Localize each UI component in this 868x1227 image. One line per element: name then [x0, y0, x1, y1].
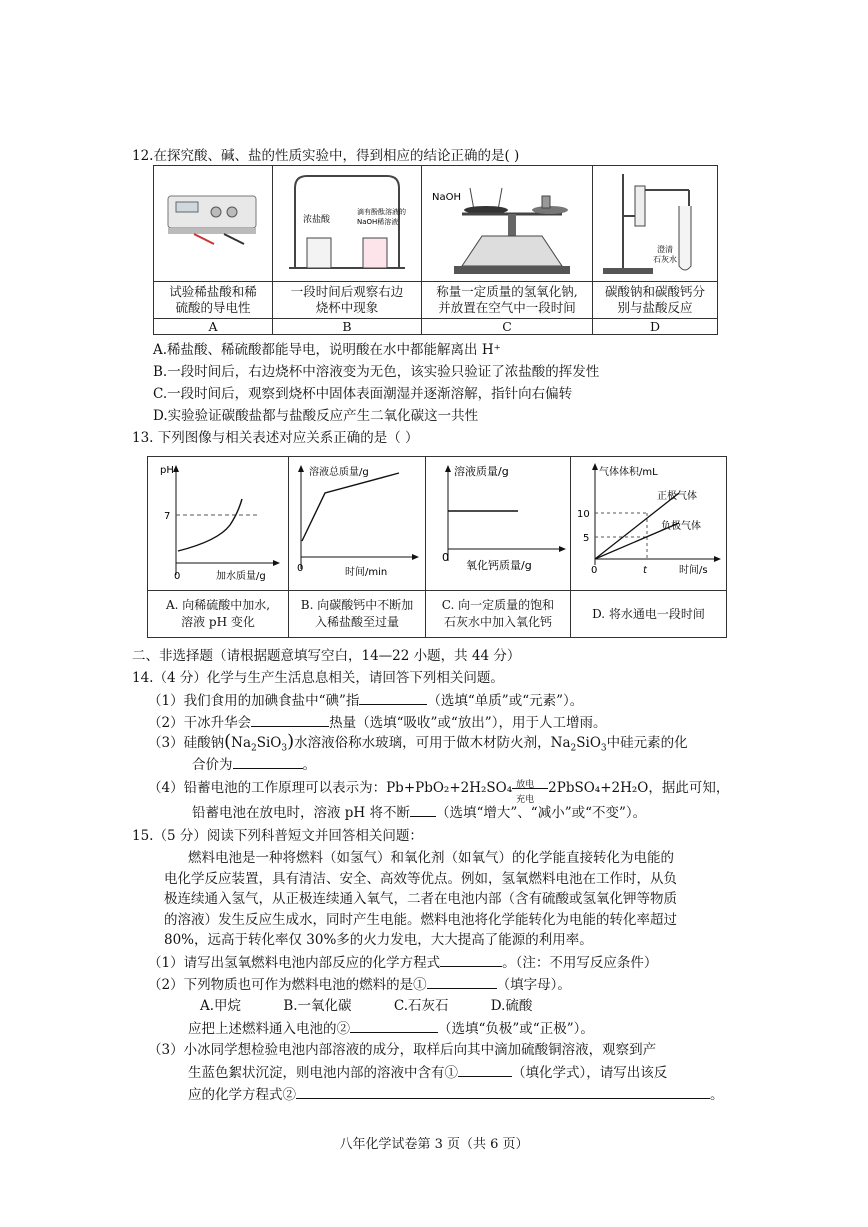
q15-s3-blank-2[interactable]	[296, 1084, 710, 1099]
q12-table	[153, 165, 718, 335]
section-2-heading: 二、非选择题（请根据题意填写空白，14—22 小题，共 44 分）	[132, 648, 521, 664]
q12-image-b	[273, 166, 422, 282]
q15-s2-cont: 应把上述燃料通入电池的② （选填“负极”或“正极”）。	[188, 1018, 594, 1039]
bell-jar-beakers-icon	[273, 166, 421, 278]
choice-a: A.甲烷	[200, 998, 242, 1014]
q14-s3-blank[interactable]	[233, 754, 303, 769]
graph-d-series-1: 正极气体	[657, 491, 697, 502]
q15-paragraph: 燃料电池是一种将燃料（如氢气）和氧化剂（如氧气）的化学能直接转化为电能的 电化学反应装置，具有清洁、安全、高效等优点。例如，氢氧燃料电池在工作时，从负 极连续通入氢气，从正极连续通入氧气，二者在电池内部（含有硫酸或氢氧化钾等物质 的溶液）发生反应生成水，同时产生电能。燃料电池将化学能转化为电能的转化率超过 80%，远高于转化率仅 30%多的火力发电，大大提高了能源的利用率。	[164, 850, 677, 948]
graph-d-tick-t: t	[643, 565, 647, 576]
c-naoh-label: NaOH	[432, 192, 461, 203]
q15-s3-blank-1[interactable]	[458, 1062, 512, 1077]
q14-s4: （4）铅蓄电池的工作原理可以表示为：Pb+PbO₂+2H₂SO₄ 放电 充电 2PbSO₄+2H₂O，据此可知，	[148, 779, 730, 805]
q15-s2: （2）下列物质也可作为燃料电池的燃料的是① （填字母）。	[148, 974, 571, 995]
q13-table	[147, 456, 727, 638]
q14-s1: （1）我们食用的加碘食盐中“碘”指 （选填“单质”或“元素”）。	[148, 690, 583, 711]
q14-s3: （3）硅酸钠$(Na_2SiO_3)$水溶液俗称水玻璃，可用于做木材防火剂，$Na_2SiO_3$中硅元素的化	[148, 731, 688, 754]
q13-graph-b	[289, 457, 426, 591]
q14-stem: 14.（4 分）化学与生产生活息息相关，请回答下列相关问题。	[132, 670, 504, 686]
graph-a-x-label: 加水质量/g	[216, 571, 266, 582]
graph-d-origin: 0	[591, 565, 598, 576]
q13-caption-a: A. 向稀硫酸中加水, 溶液 pH 变化	[148, 591, 289, 638]
choice-c: C.石灰石	[393, 998, 449, 1014]
q15-s1-blank[interactable]	[440, 952, 502, 967]
q15-s2-blank-2[interactable]	[350, 1018, 438, 1033]
q12-option-b: B.一段时间后，右边烧杯中溶液变为无色，该实验只验证了浓盐酸的挥发性	[153, 364, 600, 380]
graph-a-y-label: pH	[160, 465, 174, 476]
q14-s2-blank[interactable]	[251, 712, 329, 727]
q13-graph-d	[571, 457, 727, 591]
q12-label-b: B	[273, 319, 422, 335]
q12-option-a: A.稀盐酸、稀硫酸都能导电，说明酸在水中都能解离出 H⁺	[153, 342, 501, 358]
graph-b-x-label: 时间/min	[345, 567, 388, 578]
q15-stem: 15.（5 分）阅读下列科普短文并回答相关问题：	[132, 828, 423, 844]
q12-image-a	[154, 166, 273, 282]
graph-a-ph	[148, 457, 288, 587]
balance-scale-icon	[422, 166, 592, 278]
q14-s1-blank[interactable]	[359, 690, 427, 705]
q12-option-d: D.实验验证碳酸盐都与盐酸反应产生二氧化碳这一共性	[153, 408, 479, 424]
graph-d-gas-volume	[571, 457, 726, 587]
conductivity-apparatus-icon	[154, 166, 272, 278]
graph-b-solution-mass	[289, 457, 425, 587]
q12-caption-a: 试验稀盐酸和稀 硫酸的导电性	[154, 282, 273, 319]
q14-s4-cont: 铅蓄电池在放电时，溶液 pH 将不断 （选填“增大”、“减小”或“不变”）。	[192, 802, 646, 823]
q13-graph-a	[148, 457, 289, 591]
graph-c-x-label: 氧化钙质量/g	[466, 559, 532, 572]
q14-s3-cont: 合价为 。	[192, 754, 316, 775]
q14-s4-blank[interactable]	[410, 802, 436, 817]
q15-s3: （3）小冰同学想检验电池内部溶液的成分，取样后向其中滴加硫酸铜溶液，观察到产	[148, 1042, 657, 1058]
q13-caption-c: C. 向一定质量的饱和 石灰水中加入氧化钙	[426, 591, 571, 638]
q12-caption-c: 称量一定质量的氢氧化钠, 并放置在空气中一段时间	[422, 282, 593, 319]
graph-b-origin: 0	[297, 563, 304, 574]
page-footer: 八年化学试卷第 3 页（共 6 页）	[339, 1137, 529, 1152]
graph-d-tick-10: 10	[577, 509, 590, 520]
q12-label-a: A	[154, 319, 273, 335]
q13-graph-c	[426, 457, 571, 591]
graph-d-series-2: 负极气体	[661, 521, 701, 532]
q15-choices	[200, 996, 532, 1016]
q12-image-d	[593, 166, 718, 282]
q15-s3-cont-2: 应的化学方程式② 。	[188, 1084, 724, 1105]
d-label-1: 澄清	[657, 245, 673, 254]
graph-d-x-label: 时间/s	[679, 565, 708, 576]
b-right-label-1: 滴有酚酞溶液的	[357, 208, 406, 216]
q12-label-c: C	[422, 319, 593, 335]
q15-s2-blank-1[interactable]	[427, 974, 497, 989]
choice-d: D.硫酸	[490, 998, 533, 1014]
q12-option-c: C.一段时间后，观察到烧杯中固体表面潮湿并逐渐溶解，指针向右偏转	[153, 386, 573, 402]
q12-label-d: D	[593, 319, 718, 335]
choice-b: B.一氧化碳	[283, 998, 352, 1014]
q13-caption-b: B. 向碳酸钙中不断加 入稀盐酸至过量	[289, 591, 426, 638]
q15-s3-cont: 生蓝色絮状沉淀，则电池内部的溶液中含有① （填化学式），请写出该反	[188, 1062, 667, 1083]
graph-c-y-label: 溶液质量/g	[454, 465, 509, 478]
graph-d-tick-5: 5	[583, 533, 590, 544]
b-right-label-2: NaOH稀溶液	[357, 218, 399, 226]
graph-c-origin: 0	[442, 551, 449, 564]
q12-caption-d: 碳酸钠和碳酸钙分 别与盐酸反应	[593, 282, 718, 319]
test-tube-setup-icon	[593, 166, 717, 278]
q12-caption-b: 一段时间后观察右边 烧杯中现象	[273, 282, 422, 319]
q13-caption-d: D. 将水通电一段时间	[571, 591, 727, 638]
graph-a-origin: 0	[174, 571, 181, 582]
reaction-arrow: 放电 充电	[512, 779, 548, 799]
graph-d-y-label: 气体体积/mL	[599, 467, 658, 478]
d-label-2: 石灰水	[653, 255, 677, 264]
q13-stem: 13. 下列图像与相关表述对应关系正确的是（ ）	[132, 430, 419, 446]
graph-c-solution-mass	[426, 457, 570, 587]
graph-b-y-label: 溶液总质量/g	[309, 467, 369, 478]
q12-stem: 12.在探究酸、碱、盐的性质实验中，得到相应的结论正确的是( )	[132, 148, 520, 164]
q12-image-c	[422, 166, 593, 282]
b-left-label: 浓盐酸	[303, 215, 331, 225]
graph-a-tick-7: 7	[164, 511, 171, 522]
q15-s1: （1）请写出氢氧燃料电池内部反应的化学方程式 。（注：不用写反应条件）	[148, 952, 657, 973]
q14-s2: （2）干冰升华会 热量（选填“吸收”或“放出”），用于人工增雨。	[148, 712, 606, 733]
